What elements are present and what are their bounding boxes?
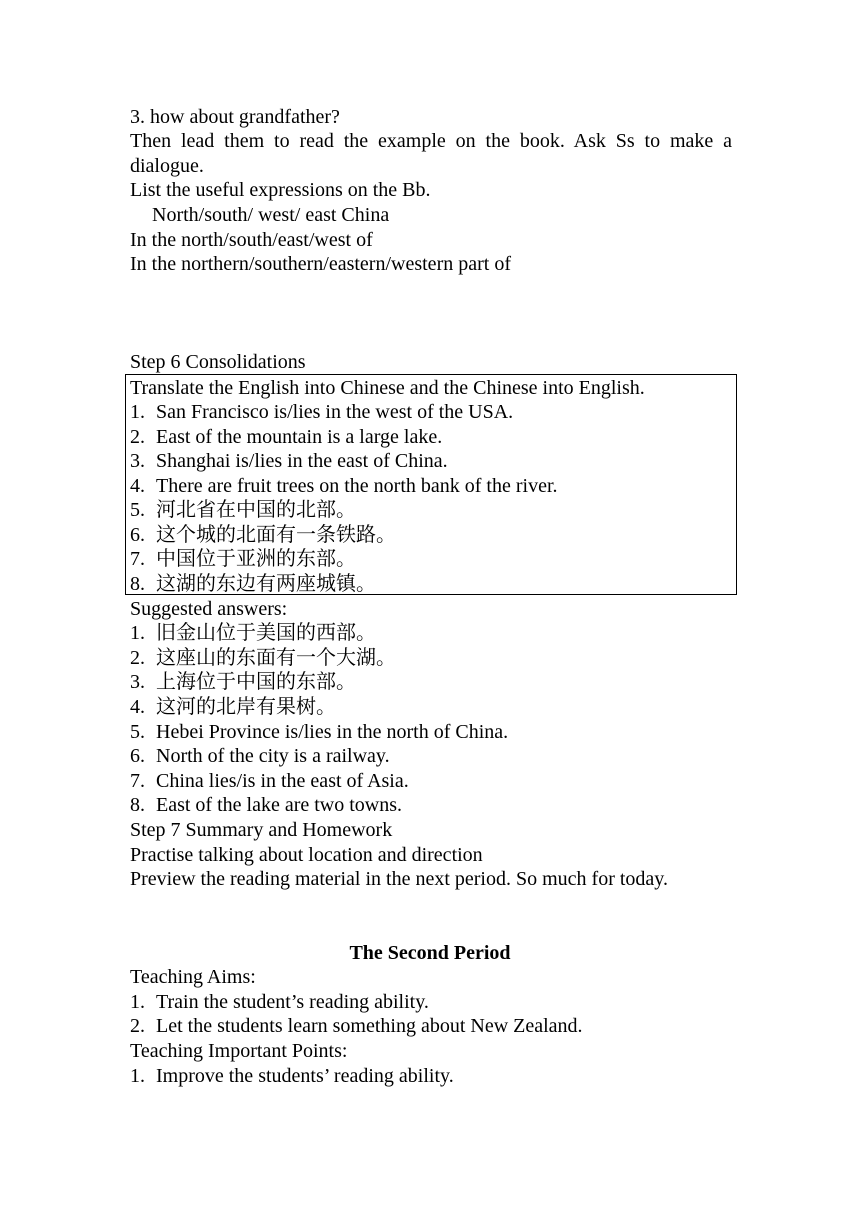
item-text: There are fruit trees on the north bank of the river. (156, 475, 558, 497)
answer-item (130, 769, 409, 794)
list-item (130, 990, 429, 1015)
section-heading: The Second Period (349, 942, 511, 964)
item-number: 2. (130, 647, 145, 669)
step-heading: Step 7 Summary and Homework (130, 819, 393, 841)
item-text: North of the city is a railway. (156, 745, 390, 767)
text-line: List the useful expressions on the Bb. (130, 179, 431, 201)
item-number: 2. (130, 1015, 145, 1037)
list-item (130, 1064, 454, 1089)
item-number: 1. (130, 991, 145, 1013)
item-number: 6. (130, 524, 145, 546)
exercise-item (130, 572, 376, 597)
item-text: 这湖的东边有两座城镇。 (156, 573, 376, 595)
item-text: Hebei Province is/lies in the north of China. (156, 721, 509, 743)
answer-item (130, 646, 396, 671)
item-text: San Francisco is/lies in the west of the USA. (156, 401, 514, 423)
item-text: Train the student’s reading ability. (156, 991, 429, 1013)
item-text: 河北省在中国的北部。 (156, 499, 356, 521)
item-text: China lies/is in the east of Asia. (156, 770, 409, 792)
item-text: 旧金山位于美国的西部。 (156, 622, 376, 644)
item-number: 8. (130, 794, 145, 816)
text-line: In the north/south/east/west of (130, 229, 373, 251)
item-number: 2. (130, 426, 145, 448)
item-text: 这河的北岸有果树。 (156, 696, 336, 718)
text-paragraph: Then lead them to read the example on the book. Ask Ss to make a dialogue. (130, 130, 732, 177)
item-text: 中国位于亚洲的东部。 (156, 548, 356, 570)
item-number: 7. (130, 548, 145, 570)
item-text: 这座山的东面有一个大湖。 (156, 647, 396, 669)
item-number: 1. (130, 1065, 145, 1087)
text-line: Preview the reading material in the next period. So much for today. (130, 868, 668, 890)
item-text: East of the lake are two towns. (156, 794, 403, 816)
text-line: North/south/ west/ east China (152, 204, 390, 226)
answer-item (130, 621, 376, 646)
exercise-item (130, 498, 356, 523)
answer-item (130, 695, 336, 720)
text-line: In the northern/southern/eastern/western part of (130, 253, 511, 275)
text-line: Practise talking about location and direction (130, 844, 483, 866)
item-number: 4. (130, 696, 145, 718)
exercise-item (130, 523, 396, 548)
exercise-item (130, 474, 558, 499)
item-text: Let the students learn something about New Zealand. (156, 1015, 583, 1037)
answer-item (130, 744, 390, 769)
exercise-item (130, 425, 442, 450)
exercise-instruction: Translate the English into Chinese and the Chinese into English. (130, 377, 645, 399)
item-number: 4. (130, 475, 145, 497)
text-line: 3. how about grandfather? (130, 106, 340, 128)
step-heading: Step 6 Consolidations (130, 351, 306, 373)
exercise-item (130, 547, 356, 572)
item-number: 3. (130, 450, 145, 472)
item-number: 8. (130, 573, 145, 595)
item-text: Shanghai is/lies in the east of China. (156, 450, 448, 472)
text-line: Teaching Aims: (130, 966, 256, 988)
list-item (130, 1014, 583, 1039)
item-number: 1. (130, 622, 145, 644)
item-number: 7. (130, 770, 145, 792)
item-text: 这个城的北面有一条铁路。 (156, 524, 396, 546)
item-text: 上海位于中国的东部。 (156, 671, 356, 693)
item-number: 5. (130, 499, 145, 521)
item-number: 5. (130, 721, 145, 743)
text-line: Teaching Important Points: (130, 1040, 348, 1062)
exercise-item (130, 400, 513, 425)
answer-item (130, 670, 356, 695)
answers-heading: Suggested answers: (130, 598, 288, 620)
item-number: 3. (130, 671, 145, 693)
exercise-item (130, 449, 448, 474)
item-text: Improve the students’ reading ability. (156, 1065, 454, 1087)
answer-item (130, 720, 508, 745)
item-number: 1. (130, 401, 145, 423)
answer-item (130, 793, 402, 818)
item-text: East of the mountain is a large lake. (156, 426, 443, 448)
item-number: 6. (130, 745, 145, 767)
